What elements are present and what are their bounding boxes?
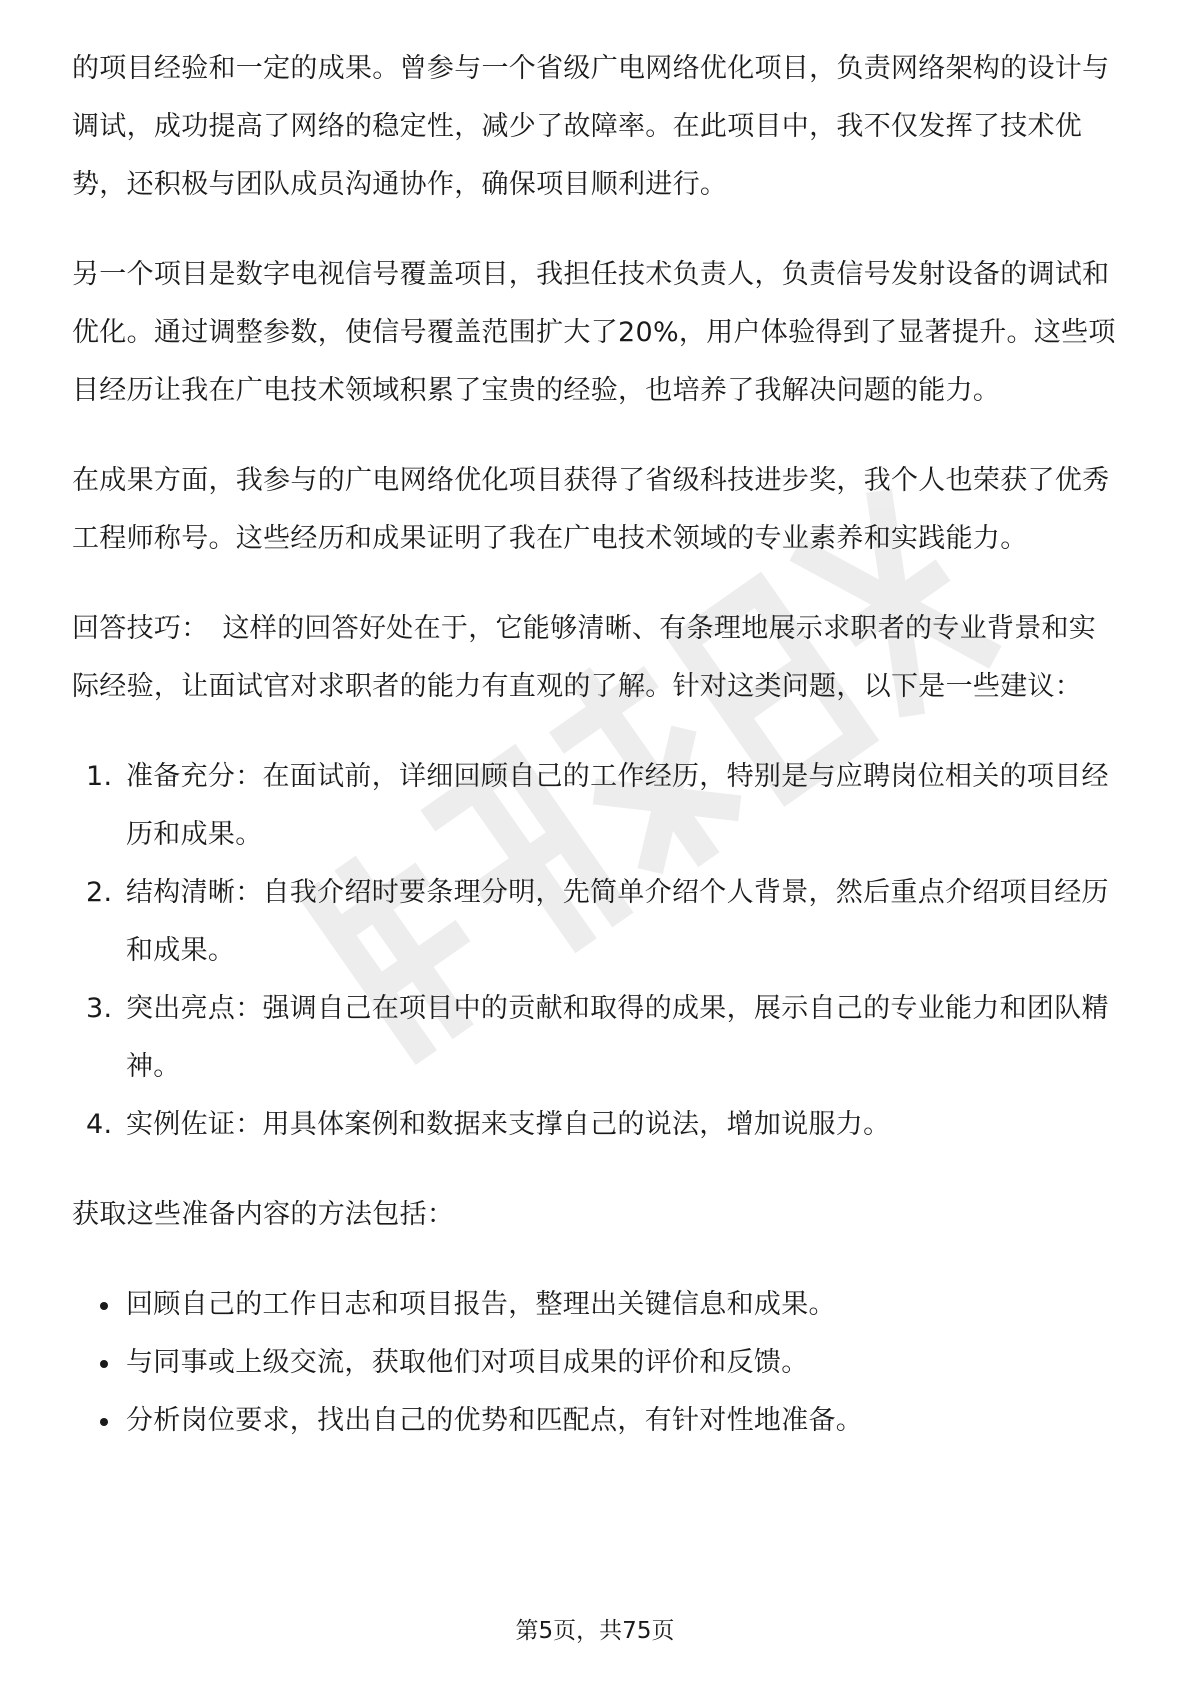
- tips-item-text: 准备充分：在面试前，详细回顾自己的工作经历，特别是与应聘岗位相关的项目经历和成果。: [126, 761, 1109, 850]
- tips-item-number: 4.: [86, 1109, 113, 1140]
- paragraph-answer-tips: [72, 600, 1122, 716]
- methods-list: [72, 1276, 1122, 1450]
- paragraph-methods-intro: 获取这些准备内容的方法包括：: [72, 1199, 455, 1230]
- methods-list-item: [72, 1334, 1122, 1392]
- tips-list-item: [72, 864, 1122, 980]
- page-number: 第5页，共75页: [515, 1618, 675, 1644]
- tips-list-item: [72, 980, 1122, 1096]
- bullet-dot-icon: [100, 1302, 108, 1310]
- tips-item-number: 1.: [86, 761, 113, 792]
- tips-list-item: [72, 748, 1122, 864]
- methods-item-text: 回顾自己的工作日志和项目报告，整理出关键信息和成果。: [126, 1289, 836, 1320]
- tips-item-number: 2.: [86, 877, 113, 908]
- bullet-dot-icon: [100, 1360, 108, 1368]
- answer-tips-text: 这样的回答好处在于，它能够清晰、有条理地展示求职者的专业背景和实际经验，让面试官对求职者的能力有直观的了解。针对这类问题，以下是一些建议：: [72, 613, 1097, 702]
- tips-list: [72, 748, 1122, 1154]
- tips-item-text: 突出亮点：强调自己在项目中的贡献和取得的成果，展示自己的专业能力和团队精神。: [126, 993, 1109, 1082]
- tips-item-number: 3.: [86, 993, 113, 1024]
- answer-tips-label: 回答技巧：: [72, 613, 209, 644]
- document-body: [72, 40, 1122, 1450]
- paragraph-achievements: 在成果方面，我参与的广电网络优化项目获得了省级科技进步奖，我个人也荣获了优秀工程师称号。这些经历和成果证明了我在广电技术领域的专业素养和实践能力。: [72, 465, 1110, 554]
- methods-list-item: [72, 1276, 1122, 1334]
- methods-list-item: [72, 1392, 1122, 1450]
- bullet-dot-icon: [100, 1418, 108, 1426]
- tips-item-text: 实例佐证：用具体案例和数据来支撑自己的说法，增加说服力。: [126, 1109, 891, 1140]
- tips-list-item: [72, 1096, 1122, 1154]
- methods-item-text: 分析岗位要求，找出自己的优势和匹配点，有针对性地准备。: [126, 1405, 864, 1436]
- methods-item-text: 与同事或上级交流，获取他们对项目成果的评价和反馈。: [126, 1347, 809, 1378]
- paragraph-digital-tv-project: 另一个项目是数字电视信号覆盖项目，我担任技术负责人，负责信号发射设备的调试和优化。通过调整参数，使信号覆盖范围扩大了20%，用户体验得到了显著提升。这些项目经历让我在广电技术领域积累了宝贵的经验，也培养了我解决问题的能力。: [72, 259, 1116, 406]
- paragraph-project-experience: 的项目经验和一定的成果。曾参与一个省级广电网络优化项目，负责网络架构的设计与调试，成功提高了网络的稳定性，减少了故障率。在此项目中，我不仅发挥了技术优势，还积极与团队成员沟通协作，确保项目顺利进行。: [72, 53, 1110, 200]
- tips-item-text: 结构清晰：自我介绍时要条理分明，先简单介绍个人背景，然后重点介绍项目经历和成果。: [126, 877, 1109, 966]
